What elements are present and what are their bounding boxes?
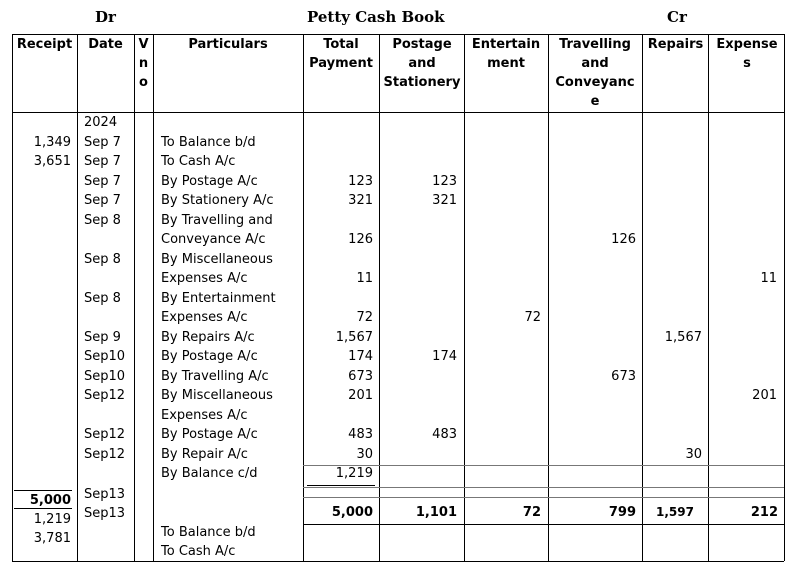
col-particulars: Particulars [188, 37, 268, 52]
subtotal-rule [303, 487, 784, 488]
cell-particulars: By Entertainment [161, 290, 276, 306]
closing-particulars-2: To Cash A/c [161, 544, 236, 559]
cell-entertainment: 72 [524, 310, 541, 325]
cell-repairs: 30 [685, 446, 702, 462]
col-border [548, 34, 549, 561]
cell-postage: 483 [432, 427, 457, 442]
cell-receipt: 3,651 [33, 154, 71, 169]
entertainment-sum: 72 [522, 505, 541, 520]
cell-particulars: By Postage A/c [161, 427, 258, 442]
cell-total: 1,219 [335, 466, 373, 481]
cell-repairs: 1,567 [664, 329, 702, 345]
page-title: Petty Cash Book [307, 8, 445, 26]
cell-particulars: Expenses A/c [161, 271, 248, 286]
col-date: Date [88, 37, 123, 52]
col-border [708, 34, 709, 561]
cell-total: 673 [348, 368, 373, 384]
col-expenses: Expense s [716, 37, 778, 71]
cell-expenses: 11 [760, 271, 777, 286]
cell-postage: 174 [432, 349, 457, 364]
repairs-sum: 1,597 [656, 505, 694, 519]
cell-total: 1,567 [335, 329, 373, 345]
cell-date: Sep 9 [84, 329, 121, 345]
cell-postage: 321 [432, 193, 457, 208]
totals-date-2: Sep13 [84, 506, 126, 521]
cell-expenses: 201 [752, 388, 777, 403]
cell-total: 126 [348, 232, 373, 247]
col-border [12, 34, 13, 561]
cell-travelling: 126 [611, 232, 636, 247]
closing-receipt-2: 3,781 [33, 531, 71, 546]
cell-date: Sep 7 [84, 173, 121, 189]
balance-underline [307, 485, 375, 486]
totals-bottom-rule [303, 524, 784, 525]
col-border [642, 34, 643, 561]
table-bottom-border [12, 561, 784, 562]
cell-receipt: 1,349 [33, 134, 71, 150]
cell-date: Sep12 [84, 446, 126, 462]
cell-total: 174 [348, 349, 373, 364]
cell-date: Sep10 [84, 349, 126, 364]
cell-date: Sep10 [84, 368, 126, 384]
col-border [379, 34, 380, 561]
cell-total: 321 [348, 193, 373, 208]
cell-particulars: By Balance c/d [161, 466, 258, 481]
cell-particulars: By Postage A/c [161, 349, 258, 364]
travelling-sum: 799 [608, 505, 636, 520]
col-border [77, 34, 78, 561]
cell-total: 30 [356, 446, 373, 462]
cell-date: Sep 8 [84, 212, 121, 228]
col-postage: Postage and Stationery [383, 37, 461, 90]
receipt-total: 5,000 [29, 493, 71, 508]
totals-top-rule [303, 497, 784, 498]
cell-particulars: By Travelling and [161, 212, 273, 228]
col-vno-1: V [138, 37, 149, 52]
cell-date: Sep 7 [84, 134, 121, 150]
col-receipt: Receipt [16, 37, 73, 52]
total-payment-sum: 5,000 [331, 505, 373, 520]
cell-date: Sep 7 [84, 193, 121, 208]
cell-particulars: Conveyance A/c [161, 232, 266, 247]
cell-date: Sep 8 [84, 251, 121, 267]
cell-particulars: By Travelling A/c [161, 368, 269, 384]
cell-particulars: By Miscellaneous [161, 388, 273, 403]
cell-particulars: Expenses A/c [161, 310, 248, 325]
closing-particulars-1: To Balance b/d [161, 525, 256, 540]
col-border [464, 34, 465, 561]
postage-sum: 1,101 [415, 505, 457, 520]
expenses-sum: 212 [750, 505, 778, 520]
col-vno-3: o [139, 75, 148, 90]
cell-postage: 123 [432, 173, 457, 189]
cell-total: 123 [348, 173, 373, 189]
cell-particulars: By Stationery A/c [161, 193, 274, 208]
cr-heading: Cr [667, 8, 687, 26]
dr-heading: Dr [95, 8, 116, 26]
cell-total: 11 [356, 271, 373, 286]
col-border [134, 34, 135, 561]
col-entertainment: Entertain ment [471, 37, 541, 71]
cell-particulars: By Miscellaneous [161, 251, 273, 267]
col-travelling: Travelling and Conveyanc e [555, 37, 635, 109]
col-border [784, 34, 785, 561]
cell-total: 72 [356, 310, 373, 325]
cell-particulars: By Postage A/c [161, 173, 258, 189]
cell-particulars: To Cash A/c [161, 154, 236, 169]
closing-receipt-1: 1,219 [33, 512, 71, 527]
col-total-payment: Total Payment [309, 37, 373, 71]
cell-date: Sep12 [84, 427, 126, 442]
cell-particulars: Expenses A/c [161, 407, 248, 423]
cell-total: 201 [348, 388, 373, 403]
cell-particulars: By Repairs A/c [161, 329, 255, 345]
cell-date: Sep12 [84, 388, 126, 403]
cell-date: 2024 [84, 115, 118, 130]
cell-total: 483 [348, 427, 373, 442]
col-border [153, 34, 154, 561]
subtotal-rule [303, 465, 784, 466]
totals-date-1: Sep13 [84, 487, 126, 502]
cell-travelling: 673 [611, 368, 636, 384]
cell-date: Sep 7 [84, 154, 121, 169]
col-repairs: Repairs [647, 37, 704, 52]
col-vno-2: n [138, 56, 149, 71]
cell-particulars: By Repair A/c [161, 446, 248, 462]
cell-date: Sep 8 [84, 290, 121, 306]
cell-particulars: To Balance b/d [161, 134, 256, 150]
